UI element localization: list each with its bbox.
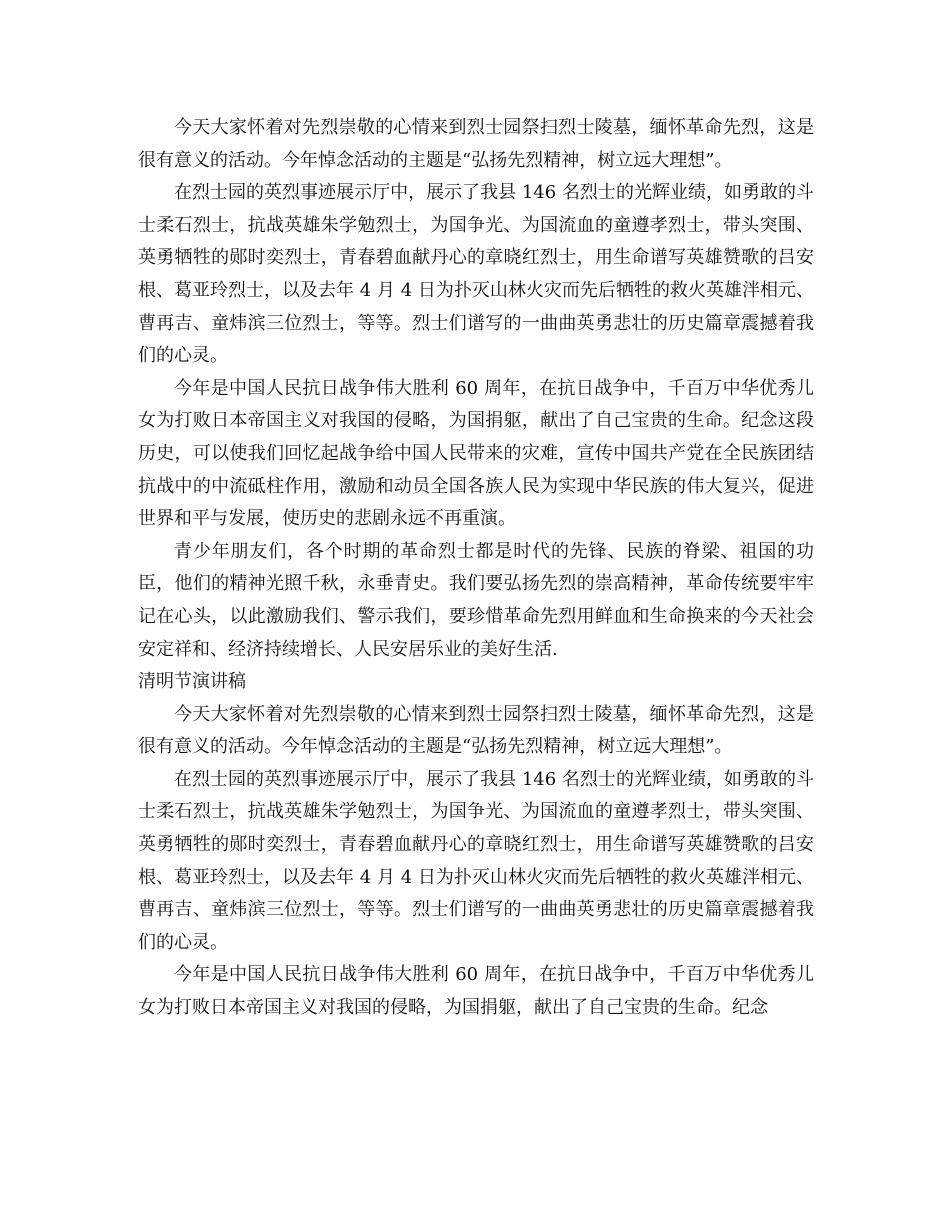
paragraph: 今天大家怀着对先烈崇敬的心情来到烈士园祭扫烈士陵墓，缅怀革命先烈，这是很有意义的活动。今年悼念活动的主题是“弘扬先烈精神，树立远大理想”。 (138, 703, 814, 758)
paragraph: 今天大家怀着对先烈崇敬的心情来到烈士园祭扫烈士陵墓，缅怀革命先烈，这是很有意义的活动。今年悼念活动的主题是“弘扬先烈精神，树立远大理想”。 (138, 117, 814, 171)
paragraph: 在烈士园的英烈事迹展示厅中，展示了我县 146 名烈士的光辉业绩，如勇敢的斗士柔石烈士，抗战英雄朱学勉烈士，为国争光、为国流血的童遵孝烈士，带头突围、英勇牺牲的郧时奕烈士，青春碧血献丹心的章晓红烈士，用生命谱写英雄赞歌的吕安根、葛亚玲烈士，以及去年 4 月 4 日为扑灭山林火灾而先后牺牲的救火英雄泮相元、曹再吉、童炜滨三位烈士，等等。烈士们谱写的一曲曲英勇悲壮的历史篇章震撼着我们的心灵。 (138, 182, 814, 367)
paragraph: 今年是中国人民抗日战争伟大胜利 60 周年，在抗日战争中，千百万中华优秀儿女为打败日本帝国主义对我国的侵略，为国捐躯，献出了自己宝贵的生命。纪念 (138, 964, 814, 1019)
paragraph: 在烈士园的英烈事迹展示厅中，展示了我县 146 名烈士的光辉业绩，如勇敢的斗士柔石烈士，抗战英雄朱学勉烈士，为国争光、为国流血的童遵孝烈士，带头突围、英勇牺牲的郧时奕烈士，青春碧血献丹心的章晓红烈士，用生命谱写英雄赞歌的吕安根、葛亚玲烈士，以及去年 4 月 4 日为扑灭山林火灾而先后牺牲的救火英雄泮相元、曹再吉、童炜滨三位烈士，等等。烈士们谱写的一曲曲英勇悲壮的历史篇章震撼着我们的心灵。 (138, 768, 814, 953)
paragraph: 今年是中国人民抗日战争伟大胜利 60 周年，在抗日战争中，千百万中华优秀儿女为打败日本帝国主义对我国的侵略，为国捐躯，献出了自己宝贵的生命。纪念这段历史，可以使我们回忆起战争给中国人民带来的灾难，宣传中国共产党在全民族团结抗战中的中流砥柱作用，激励和动员全国各族人民为实现中华民族的伟大复兴，促进世界和平与发展，使历史的悲剧永远不再重演。 (138, 377, 814, 530)
document-page (138, 112, 814, 1025)
paragraph: 青少年朋友们，各个时期的革命烈士都是时代的先锋、民族的脊梁、祖国的功臣，他们的精神光照千秋，永垂青史。我们要弘扬先烈的崇高精神，革命传统要牢牢记在心头，以此激励我们、警示我们，要珍惜革命先烈用鲜血和生命换来的今天社会安定祥和、经济持续增长、人民安居乐业的美好生活. (138, 540, 814, 660)
section-heading: 清明节演讲稿 (138, 671, 246, 693)
